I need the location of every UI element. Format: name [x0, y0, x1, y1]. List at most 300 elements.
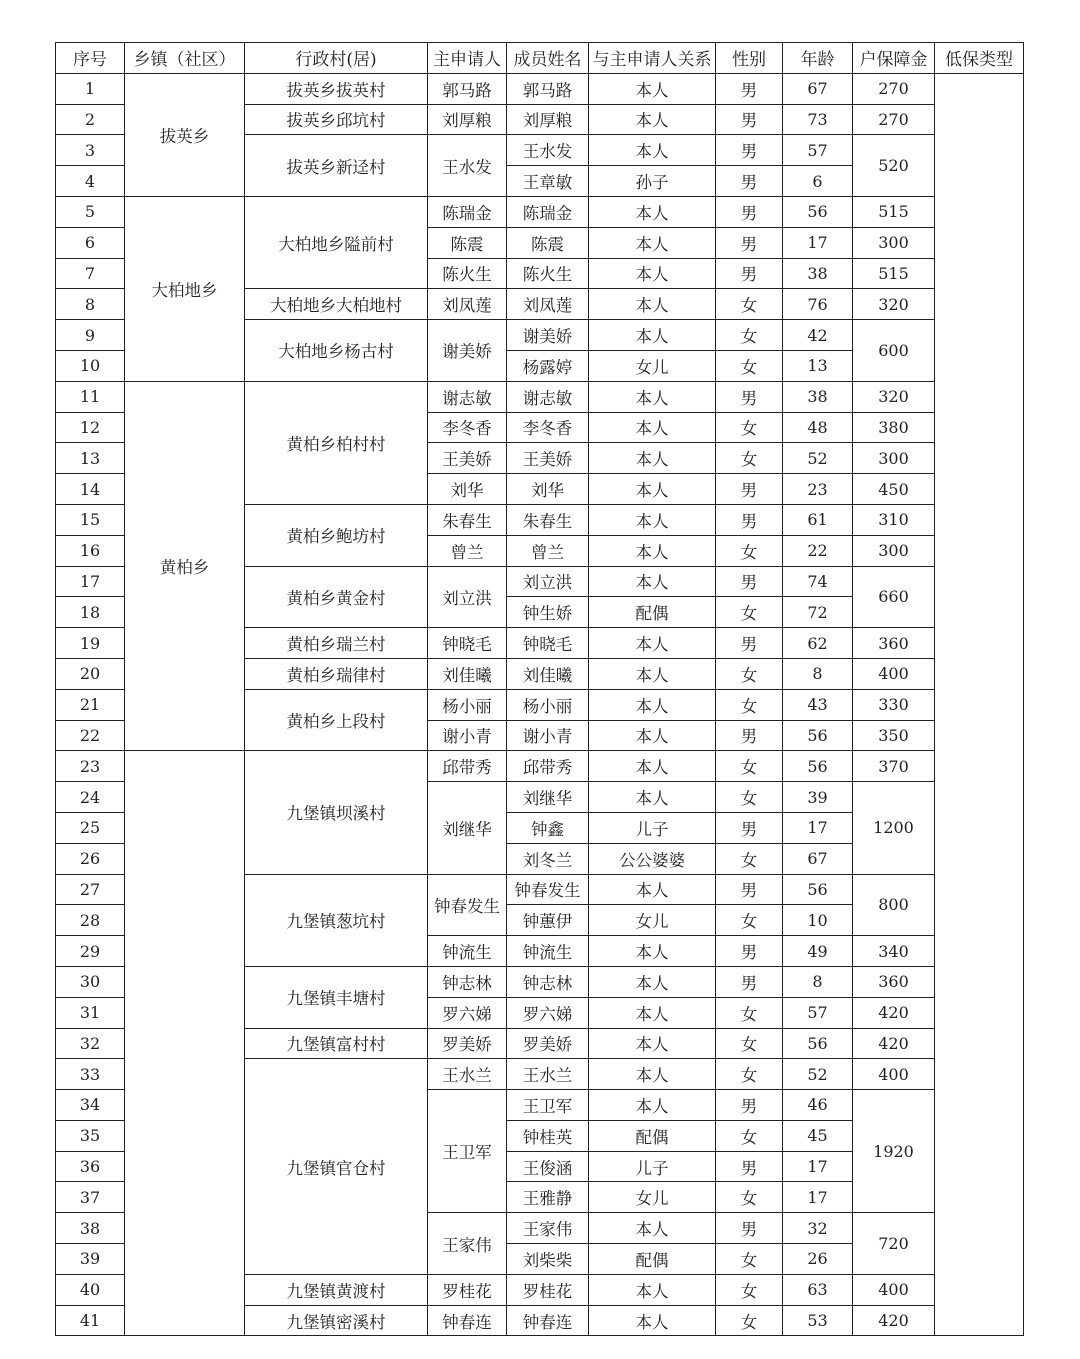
applicant-cell: 刘佳曦 [428, 658, 507, 689]
serial-no-cell: 32 [56, 1028, 125, 1059]
serial-no-cell: 21 [56, 689, 125, 720]
gender-cell: 女 [716, 751, 783, 782]
gender-cell: 女 [716, 443, 783, 474]
serial-no-cell: 33 [56, 1059, 125, 1090]
benefit-cell: 400 [853, 658, 935, 689]
age-cell: 17 [783, 1182, 853, 1213]
member-cell: 李冬香 [507, 412, 589, 443]
member-cell: 钟桂英 [507, 1120, 589, 1151]
gender-cell: 女 [716, 1274, 783, 1305]
gender-cell: 男 [716, 135, 783, 166]
applicant-cell: 王水兰 [428, 1059, 507, 1090]
age-cell: 49 [783, 936, 853, 967]
township-cell: 大柏地乡 [125, 196, 245, 381]
age-cell: 52 [783, 1059, 853, 1090]
relation-cell: 本人 [589, 504, 716, 535]
serial-no-cell: 13 [56, 443, 125, 474]
member-cell: 王美娇 [507, 443, 589, 474]
header-township: 乡镇（社区） [125, 43, 245, 74]
village-cell: 黄柏乡黄金村 [245, 566, 428, 628]
gender-cell: 男 [716, 566, 783, 597]
village-cell: 拔英乡邱坑村 [245, 104, 428, 135]
serial-no-cell: 41 [56, 1305, 125, 1336]
gender-cell: 女 [716, 1305, 783, 1336]
applicant-cell: 王水发 [428, 135, 507, 197]
subsistence-allowance-table [55, 42, 1024, 1336]
age-cell: 17 [783, 1151, 853, 1182]
relation-cell: 本人 [589, 1059, 716, 1090]
age-cell: 22 [783, 535, 853, 566]
age-cell: 23 [783, 474, 853, 505]
member-cell: 刘华 [507, 474, 589, 505]
relation-cell: 本人 [589, 1028, 716, 1059]
member-cell: 邱带秀 [507, 751, 589, 782]
benefit-cell: 350 [853, 720, 935, 751]
gender-cell: 男 [716, 381, 783, 412]
relation-cell: 本人 [589, 720, 716, 751]
table-row [56, 73, 1024, 104]
gender-cell: 男 [716, 628, 783, 659]
header-age: 年龄 [783, 43, 853, 74]
age-cell: 53 [783, 1305, 853, 1336]
benefit-cell: 340 [853, 936, 935, 967]
relation-cell: 本人 [589, 320, 716, 351]
serial-no-cell: 27 [56, 874, 125, 905]
age-cell: 17 [783, 227, 853, 258]
serial-no-cell: 35 [56, 1120, 125, 1151]
benefit-cell: 660 [853, 566, 935, 628]
member-cell: 朱春生 [507, 504, 589, 535]
age-cell: 42 [783, 320, 853, 351]
benefit-cell: 420 [853, 997, 935, 1028]
serial-no-cell: 9 [56, 320, 125, 351]
age-cell: 56 [783, 874, 853, 905]
village-cell: 黄柏乡瑞律村 [245, 658, 428, 689]
relation-cell: 女儿 [589, 350, 716, 381]
age-cell: 56 [783, 720, 853, 751]
serial-no-cell: 6 [56, 227, 125, 258]
applicant-cell: 刘凤莲 [428, 289, 507, 320]
age-cell: 8 [783, 658, 853, 689]
relation-cell: 女儿 [589, 1182, 716, 1213]
allowance-type-cell [935, 73, 1024, 1336]
relation-cell: 配偶 [589, 597, 716, 628]
age-cell: 57 [783, 135, 853, 166]
member-cell: 钟生娇 [507, 597, 589, 628]
relation-cell: 本人 [589, 997, 716, 1028]
member-cell: 陈瑞金 [507, 196, 589, 227]
relation-cell: 本人 [589, 258, 716, 289]
serial-no-cell: 31 [56, 997, 125, 1028]
serial-no-cell: 20 [56, 658, 125, 689]
age-cell: 56 [783, 196, 853, 227]
benefit-cell: 450 [853, 474, 935, 505]
relation-cell: 孙子 [589, 166, 716, 197]
relation-cell: 本人 [589, 874, 716, 905]
member-cell: 刘冬兰 [507, 843, 589, 874]
member-cell: 谢志敏 [507, 381, 589, 412]
member-cell: 谢美娇 [507, 320, 589, 351]
benefit-cell: 320 [853, 381, 935, 412]
benefit-cell: 380 [853, 412, 935, 443]
gender-cell: 女 [716, 1182, 783, 1213]
member-cell: 刘柴柴 [507, 1244, 589, 1275]
serial-no-cell: 37 [56, 1182, 125, 1213]
relation-cell: 本人 [589, 1305, 716, 1336]
applicant-cell: 谢美娇 [428, 320, 507, 382]
member-cell: 刘佳曦 [507, 658, 589, 689]
relation-cell: 本人 [589, 782, 716, 813]
member-cell: 陈火生 [507, 258, 589, 289]
village-cell: 九堡镇葱坑村 [245, 874, 428, 966]
serial-no-cell: 34 [56, 1090, 125, 1121]
serial-no-cell: 11 [56, 381, 125, 412]
header-gender: 性别 [716, 43, 783, 74]
relation-cell: 本人 [589, 196, 716, 227]
serial-no-cell: 10 [56, 350, 125, 381]
gender-cell: 女 [716, 289, 783, 320]
gender-cell: 女 [716, 658, 783, 689]
benefit-cell: 720 [853, 1213, 935, 1275]
age-cell: 17 [783, 812, 853, 843]
gender-cell: 女 [716, 689, 783, 720]
gender-cell: 女 [716, 350, 783, 381]
township-cell: 拔英乡 [125, 73, 245, 196]
age-cell: 72 [783, 597, 853, 628]
village-cell: 九堡镇坝溪村 [245, 751, 428, 874]
applicant-cell: 钟流生 [428, 936, 507, 967]
applicant-cell: 王美娇 [428, 443, 507, 474]
gender-cell: 男 [716, 1090, 783, 1121]
relation-cell: 本人 [589, 381, 716, 412]
age-cell: 39 [783, 782, 853, 813]
relation-cell: 本人 [589, 966, 716, 997]
benefit-cell: 360 [853, 628, 935, 659]
serial-no-cell: 5 [56, 196, 125, 227]
applicant-cell: 谢志敏 [428, 381, 507, 412]
applicant-cell: 刘厚粮 [428, 104, 507, 135]
age-cell: 67 [783, 73, 853, 104]
village-cell: 九堡镇官仓村 [245, 1059, 428, 1275]
member-cell: 王卫军 [507, 1090, 589, 1121]
applicant-cell: 李冬香 [428, 412, 507, 443]
serial-no-cell: 16 [56, 535, 125, 566]
gender-cell: 男 [716, 474, 783, 505]
serial-no-cell: 18 [56, 597, 125, 628]
benefit-cell: 515 [853, 196, 935, 227]
age-cell: 46 [783, 1090, 853, 1121]
benefit-cell: 300 [853, 443, 935, 474]
age-cell: 63 [783, 1274, 853, 1305]
benefit-cell: 310 [853, 504, 935, 535]
relation-cell: 本人 [589, 227, 716, 258]
applicant-cell: 朱春生 [428, 504, 507, 535]
member-cell: 罗六娣 [507, 997, 589, 1028]
serial-no-cell: 36 [56, 1151, 125, 1182]
age-cell: 38 [783, 381, 853, 412]
gender-cell: 女 [716, 1244, 783, 1275]
gender-cell: 男 [716, 166, 783, 197]
serial-no-cell: 22 [56, 720, 125, 751]
gender-cell: 男 [716, 504, 783, 535]
applicant-cell: 钟志林 [428, 966, 507, 997]
member-cell: 钟鑫 [507, 812, 589, 843]
member-cell: 钟春连 [507, 1305, 589, 1336]
serial-no-cell: 4 [56, 166, 125, 197]
gender-cell: 女 [716, 597, 783, 628]
applicant-cell: 钟晓毛 [428, 628, 507, 659]
gender-cell: 男 [716, 874, 783, 905]
village-cell: 黄柏乡瑞兰村 [245, 628, 428, 659]
applicant-cell: 罗美娇 [428, 1028, 507, 1059]
applicant-cell: 刘立洪 [428, 566, 507, 628]
relation-cell: 本人 [589, 535, 716, 566]
relation-cell: 本人 [589, 443, 716, 474]
applicant-cell: 刘华 [428, 474, 507, 505]
serial-no-cell: 1 [56, 73, 125, 104]
relation-cell: 本人 [589, 751, 716, 782]
village-cell: 黄柏乡柏村村 [245, 381, 428, 504]
applicant-cell: 杨小丽 [428, 689, 507, 720]
age-cell: 67 [783, 843, 853, 874]
relation-cell: 本人 [589, 104, 716, 135]
relation-cell: 儿子 [589, 812, 716, 843]
benefit-cell: 270 [853, 73, 935, 104]
benefit-cell: 300 [853, 535, 935, 566]
village-cell: 黄柏乡鲍坊村 [245, 504, 428, 566]
gender-cell: 女 [716, 1120, 783, 1151]
age-cell: 26 [783, 1244, 853, 1275]
age-cell: 6 [783, 166, 853, 197]
relation-cell: 本人 [589, 474, 716, 505]
age-cell: 10 [783, 905, 853, 936]
member-cell: 刘凤莲 [507, 289, 589, 320]
applicant-cell: 陈火生 [428, 258, 507, 289]
relation-cell: 本人 [589, 1090, 716, 1121]
village-cell: 九堡镇黄渡村 [245, 1274, 428, 1305]
gender-cell: 女 [716, 843, 783, 874]
gender-cell: 女 [716, 320, 783, 351]
benefit-cell: 420 [853, 1028, 935, 1059]
age-cell: 48 [783, 412, 853, 443]
serial-no-cell: 12 [56, 412, 125, 443]
member-cell: 王雅静 [507, 1182, 589, 1213]
relation-cell: 本人 [589, 135, 716, 166]
age-cell: 73 [783, 104, 853, 135]
benefit-cell: 300 [853, 227, 935, 258]
relation-cell: 本人 [589, 936, 716, 967]
subsistence-allowance-table-sheet [55, 42, 1024, 1336]
relation-cell: 本人 [589, 689, 716, 720]
age-cell: 74 [783, 566, 853, 597]
relation-cell: 女儿 [589, 905, 716, 936]
relation-cell: 本人 [589, 628, 716, 659]
member-cell: 陈震 [507, 227, 589, 258]
township-cell: 黄柏乡 [125, 381, 245, 751]
serial-no-cell: 25 [56, 812, 125, 843]
benefit-cell: 800 [853, 874, 935, 936]
member-cell: 郭马路 [507, 73, 589, 104]
township-cell [125, 751, 245, 1336]
member-cell: 罗美娇 [507, 1028, 589, 1059]
serial-no-cell: 40 [56, 1274, 125, 1305]
age-cell: 8 [783, 966, 853, 997]
header-serial-no: 序号 [56, 43, 125, 74]
serial-no-cell: 30 [56, 966, 125, 997]
serial-no-cell: 19 [56, 628, 125, 659]
benefit-cell: 270 [853, 104, 935, 135]
gender-cell: 男 [716, 196, 783, 227]
serial-no-cell: 39 [56, 1244, 125, 1275]
table-header-row [56, 43, 1024, 74]
relation-cell: 本人 [589, 658, 716, 689]
header-member-name: 成员姓名 [507, 43, 589, 74]
member-cell: 杨小丽 [507, 689, 589, 720]
age-cell: 56 [783, 1028, 853, 1059]
age-cell: 13 [783, 350, 853, 381]
serial-no-cell: 38 [56, 1213, 125, 1244]
serial-no-cell: 17 [56, 566, 125, 597]
gender-cell: 男 [716, 936, 783, 967]
serial-no-cell: 26 [56, 843, 125, 874]
serial-no-cell: 7 [56, 258, 125, 289]
benefit-cell: 515 [853, 258, 935, 289]
relation-cell: 本人 [589, 1213, 716, 1244]
relation-cell: 公公婆婆 [589, 843, 716, 874]
applicant-cell: 王家伟 [428, 1213, 507, 1275]
member-cell: 杨露婷 [507, 350, 589, 381]
gender-cell: 女 [716, 1059, 783, 1090]
member-cell: 钟志林 [507, 966, 589, 997]
gender-cell: 男 [716, 812, 783, 843]
gender-cell: 女 [716, 1028, 783, 1059]
serial-no-cell: 8 [56, 289, 125, 320]
relation-cell: 本人 [589, 1274, 716, 1305]
village-cell: 大柏地乡大柏地村 [245, 289, 428, 320]
benefit-cell: 360 [853, 966, 935, 997]
gender-cell: 女 [716, 782, 783, 813]
benefit-cell: 520 [853, 135, 935, 197]
applicant-cell: 钟春发生 [428, 874, 507, 936]
relation-cell: 配偶 [589, 1244, 716, 1275]
table-row [56, 751, 1024, 782]
benefit-cell: 330 [853, 689, 935, 720]
relation-cell: 儿子 [589, 1151, 716, 1182]
member-cell: 谢小青 [507, 720, 589, 751]
benefit-cell: 400 [853, 1274, 935, 1305]
member-cell: 王章敏 [507, 166, 589, 197]
age-cell: 38 [783, 258, 853, 289]
village-cell: 九堡镇富村村 [245, 1028, 428, 1059]
table-row [56, 196, 1024, 227]
village-cell: 拔英乡新迳村 [245, 135, 428, 197]
serial-no-cell: 14 [56, 474, 125, 505]
village-cell: 大柏地乡隘前村 [245, 196, 428, 288]
gender-cell: 女 [716, 997, 783, 1028]
member-cell: 钟春发生 [507, 874, 589, 905]
serial-no-cell: 3 [56, 135, 125, 166]
relation-cell: 配偶 [589, 1120, 716, 1151]
age-cell: 43 [783, 689, 853, 720]
relation-cell: 本人 [589, 412, 716, 443]
applicant-cell: 邱带秀 [428, 751, 507, 782]
applicant-cell: 曾兰 [428, 535, 507, 566]
age-cell: 52 [783, 443, 853, 474]
applicant-cell: 谢小青 [428, 720, 507, 751]
serial-no-cell: 28 [56, 905, 125, 936]
serial-no-cell: 29 [56, 936, 125, 967]
gender-cell: 女 [716, 535, 783, 566]
age-cell: 76 [783, 289, 853, 320]
header-allowance-type: 低保类型 [935, 43, 1024, 74]
benefit-cell: 1920 [853, 1090, 935, 1213]
benefit-cell: 400 [853, 1059, 935, 1090]
header-household-benefit: 户保障金 [853, 43, 935, 74]
serial-no-cell: 24 [56, 782, 125, 813]
age-cell: 45 [783, 1120, 853, 1151]
applicant-cell: 陈瑞金 [428, 196, 507, 227]
member-cell: 王家伟 [507, 1213, 589, 1244]
age-cell: 56 [783, 751, 853, 782]
table-row [56, 381, 1024, 412]
applicant-cell: 郭马路 [428, 73, 507, 104]
gender-cell: 女 [716, 412, 783, 443]
applicant-cell: 刘继华 [428, 782, 507, 874]
serial-no-cell: 2 [56, 104, 125, 135]
village-cell: 拔英乡拔英村 [245, 73, 428, 104]
gender-cell: 男 [716, 104, 783, 135]
village-cell: 九堡镇丰塘村 [245, 966, 428, 1028]
member-cell: 曾兰 [507, 535, 589, 566]
benefit-cell: 320 [853, 289, 935, 320]
serial-no-cell: 23 [56, 751, 125, 782]
header-village: 行政村(居) [245, 43, 428, 74]
gender-cell: 男 [716, 966, 783, 997]
header-relation: 与主申请人关系 [589, 43, 716, 74]
applicant-cell: 罗六娣 [428, 997, 507, 1028]
member-cell: 刘立洪 [507, 566, 589, 597]
relation-cell: 本人 [589, 566, 716, 597]
age-cell: 62 [783, 628, 853, 659]
village-cell: 大柏地乡杨古村 [245, 320, 428, 382]
relation-cell: 本人 [589, 289, 716, 320]
member-cell: 钟晓毛 [507, 628, 589, 659]
gender-cell: 男 [716, 720, 783, 751]
relation-cell: 本人 [589, 73, 716, 104]
gender-cell: 男 [716, 1213, 783, 1244]
benefit-cell: 1200 [853, 782, 935, 874]
benefit-cell: 420 [853, 1305, 935, 1336]
member-cell: 刘厚粮 [507, 104, 589, 135]
member-cell: 王俊涵 [507, 1151, 589, 1182]
member-cell: 王水兰 [507, 1059, 589, 1090]
serial-no-cell: 15 [56, 504, 125, 535]
applicant-cell: 王卫军 [428, 1090, 507, 1213]
village-cell: 九堡镇密溪村 [245, 1305, 428, 1336]
applicant-cell: 罗桂花 [428, 1274, 507, 1305]
benefit-cell: 370 [853, 751, 935, 782]
village-cell: 黄柏乡上段村 [245, 689, 428, 751]
gender-cell: 女 [716, 905, 783, 936]
member-cell: 罗桂花 [507, 1274, 589, 1305]
gender-cell: 男 [716, 258, 783, 289]
applicant-cell: 陈震 [428, 227, 507, 258]
age-cell: 61 [783, 504, 853, 535]
member-cell: 钟流生 [507, 936, 589, 967]
age-cell: 32 [783, 1213, 853, 1244]
age-cell: 57 [783, 997, 853, 1028]
member-cell: 刘继华 [507, 782, 589, 813]
